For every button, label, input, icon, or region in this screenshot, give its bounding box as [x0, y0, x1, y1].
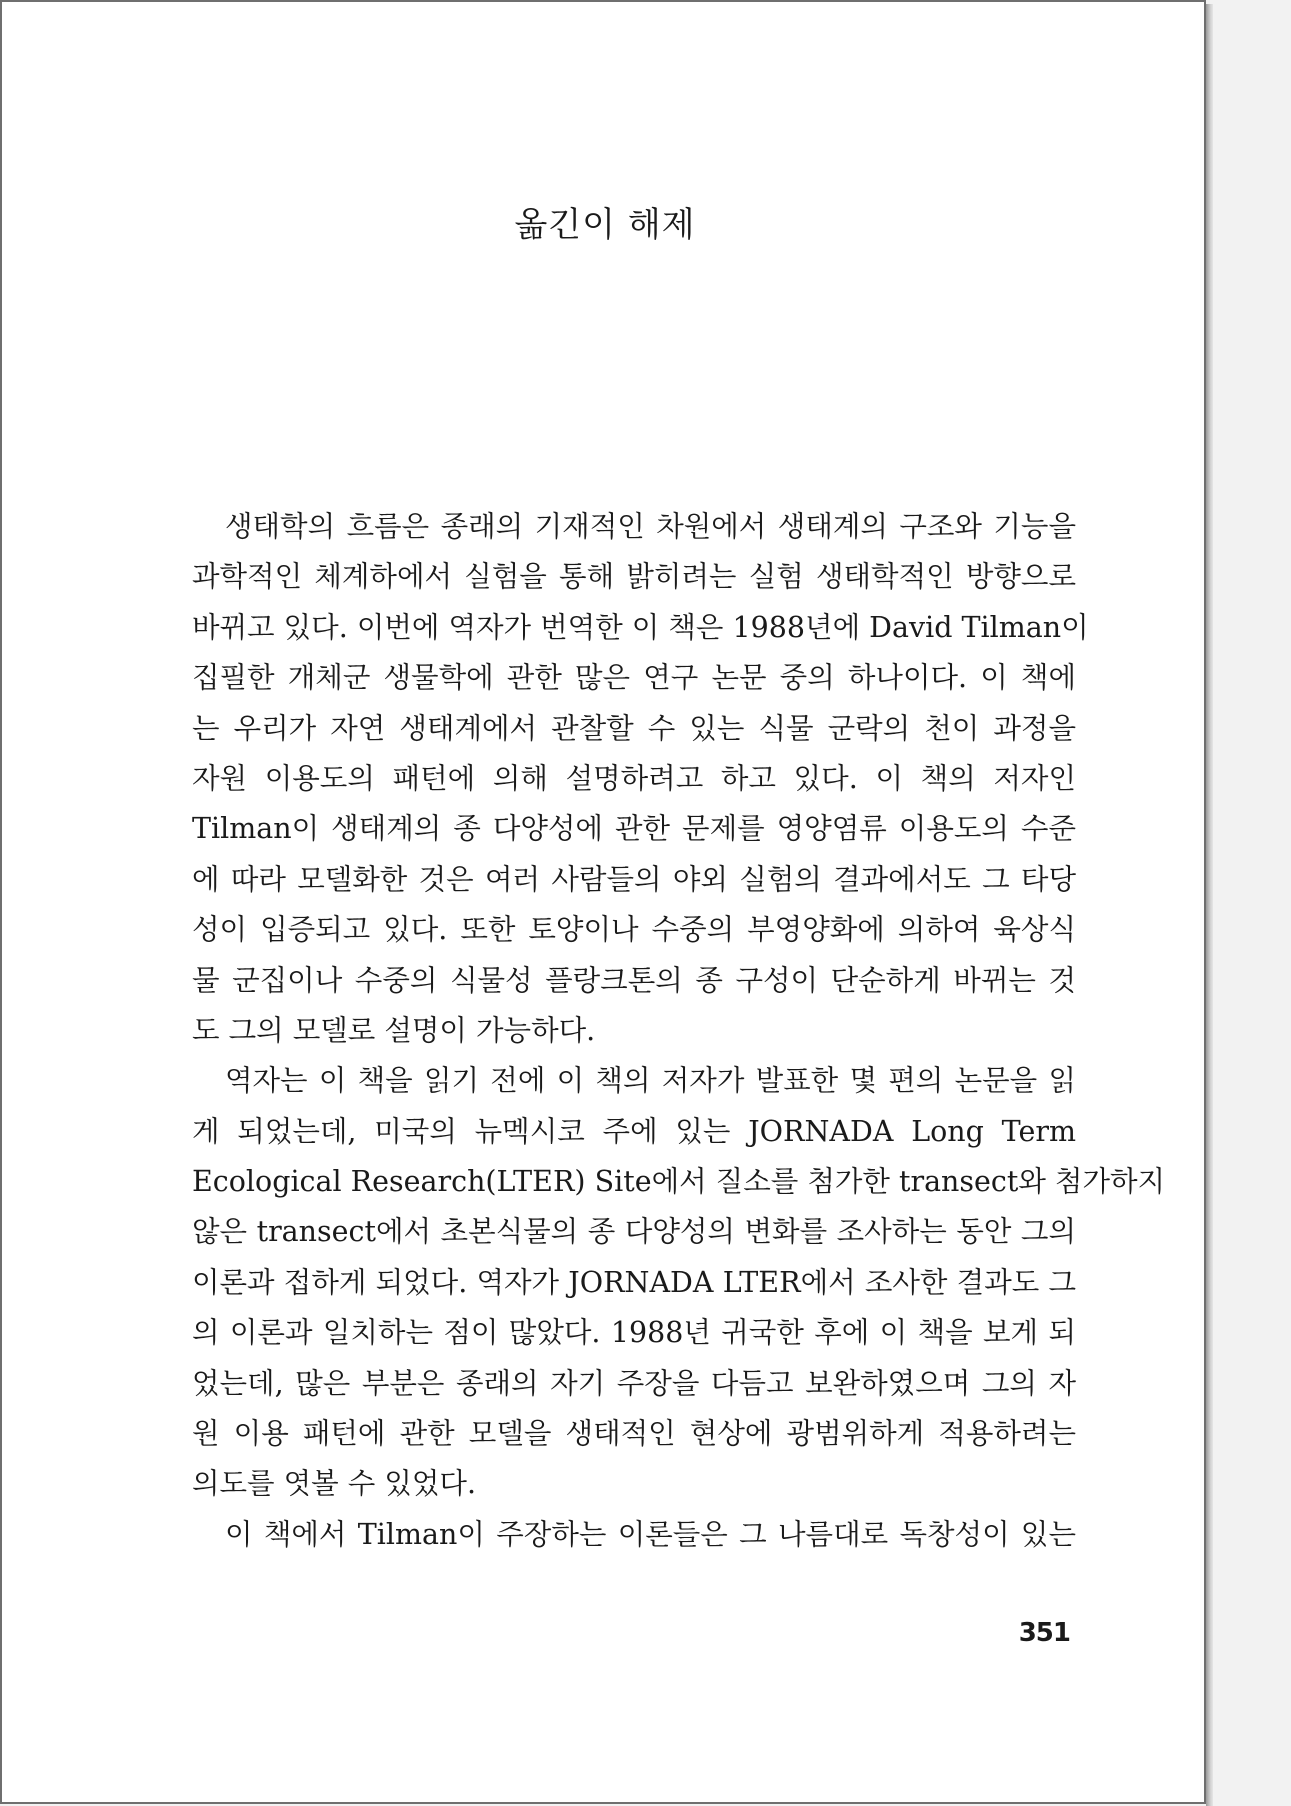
- text-line: 의도를 엿볼 수 있었다.: [192, 1467, 477, 1501]
- chapter-title: 옮긴이 해제: [514, 205, 696, 245]
- page-number: 351: [1018, 1618, 1070, 1648]
- text-line: 이 책에서 Tilman이 주장하는 이론들은 그 나름대로 독창성이 있는: [225, 1517, 1076, 1551]
- text-line: Tilman이 생태계의 종 다양성에 관한 문제를 영양염류 이용도의 수준: [192, 812, 1076, 846]
- paragraph: [192, 502, 1089, 1056]
- text-line: 도 그의 모델로 설명이 가능하다.: [192, 1013, 596, 1047]
- paragraph: [192, 1056, 1166, 1510]
- text-line: Ecological Research(LTER) Site에서 질소를 첨가한 transect와 첨가하지: [192, 1165, 1166, 1199]
- text-line: 바뀌고 있다. 이번에 역자가 번역한 이 책은 1988년에 David Tilman이: [192, 610, 1089, 644]
- text-line: 에 따라 모델화한 것은 여러 사람들의 야외 실험의 결과에서도 그 타당: [192, 862, 1076, 896]
- text-line: 과학적인 체계하에서 실험을 통해 밝히려는 실험 생태학적인 방향으로: [192, 560, 1076, 594]
- text-line: 성이 입증되고 있다. 또한 토양이나 수중의 부영양화에 의하여 육상식: [192, 913, 1076, 947]
- text-line: 자원 이용도의 패턴에 의해 설명하려고 하고 있다. 이 책의 저자인: [192, 761, 1076, 795]
- text-line: 었는데, 많은 부분은 종래의 자기 주장을 다듬고 보완하였으며 그의 자: [192, 1366, 1076, 1400]
- text-line: 집필한 개체군 생물학에 관한 많은 연구 논문 중의 하나이다. 이 책에: [192, 661, 1076, 695]
- text-line: 이론과 접하게 되었다. 역자가 JORNADA LTER에서 조사한 결과도 그: [192, 1265, 1076, 1299]
- text-line: 물 군집이나 수중의 식물성 플랑크톤의 종 구성이 단순하게 바뀌는 것: [192, 963, 1076, 997]
- page-edge-shadow: [1206, 4, 1213, 1806]
- text-line: 의 이론과 일치하는 점이 많았다. 1988년 귀국한 후에 이 책을 보게 되: [192, 1316, 1076, 1350]
- paragraph: [192, 1510, 1076, 1560]
- text-line: 는 우리가 자연 생태계에서 관찰할 수 있는 식물 군락의 천이 과정을: [192, 711, 1076, 745]
- text-line: 생태학의 흐름은 종래의 기재적인 차원에서 생태계의 구조와 기능을: [225, 510, 1076, 543]
- text-line: 않은 transect에서 초본식물의 종 다양성의 변화를 조사하는 동안 그의: [192, 1215, 1076, 1249]
- text-line: 게 되었는데, 미국의 뉴멕시코 주에 있는 JORNADA Long Term: [192, 1114, 1076, 1148]
- body-text: [192, 502, 1166, 1560]
- text-line: 원 이용 패턴에 관한 모델을 생태적인 현상에 광범위하게 적용하려는: [192, 1417, 1076, 1451]
- text-line: 역자는 이 책을 읽기 전에 이 책의 저자가 발표한 몇 편의 논문을 읽: [225, 1064, 1076, 1098]
